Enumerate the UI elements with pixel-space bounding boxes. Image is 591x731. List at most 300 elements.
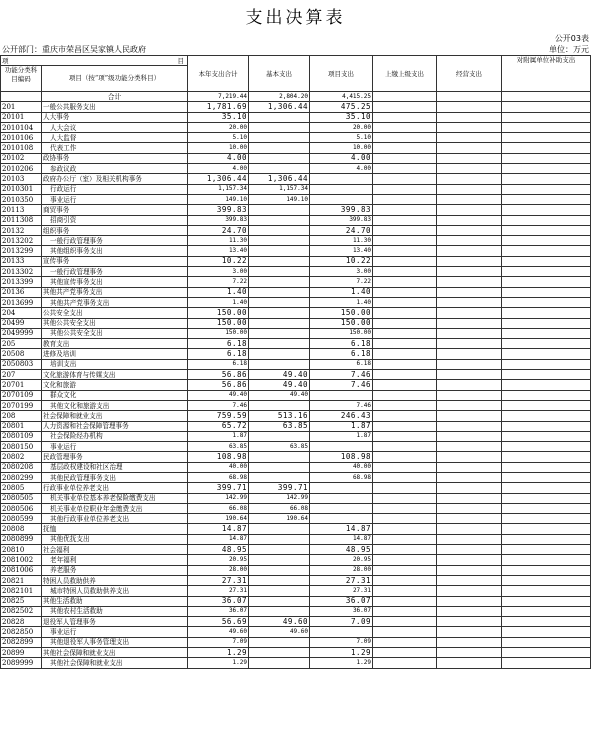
row-code: 2081006 [1, 565, 42, 575]
table-row [1, 534, 591, 544]
row-upper [373, 236, 437, 246]
row-total: 28.00 [188, 565, 249, 575]
row-upper [373, 411, 437, 421]
table-row [1, 174, 591, 184]
row-code: 20828 [1, 617, 42, 627]
row-basic [249, 256, 310, 266]
row-name: 一般行政管理事务 [42, 236, 188, 246]
row-subsidy [502, 328, 591, 338]
row-subsidy [502, 256, 591, 266]
row-code: 208 [1, 411, 42, 421]
row-upper [373, 122, 437, 132]
table-row [1, 143, 591, 153]
row-code: 20805 [1, 483, 42, 493]
row-business [437, 472, 502, 482]
department-label: 公开部门：重庆市荣昌区吴家镇人民政府 [2, 45, 146, 54]
table-row [1, 287, 591, 297]
row-upper [373, 328, 437, 338]
row-business [437, 534, 502, 544]
row-project: 14.87 [310, 524, 373, 534]
row-code: 2010108 [1, 143, 42, 153]
table-row [1, 297, 591, 307]
row-code: 2050803 [1, 359, 42, 369]
row-basic [249, 153, 310, 163]
table-row [1, 493, 591, 503]
row-code: 20102 [1, 153, 42, 163]
header-subsidy: 对附属单位补助支出 [502, 56, 591, 92]
row-project: 28.00 [310, 565, 373, 575]
row-upper [373, 153, 437, 163]
row-code: 2010106 [1, 133, 42, 143]
row-basic: 49.60 [249, 617, 310, 627]
row-name: 其他共产党事务支出 [42, 287, 188, 297]
row-total: 150.00 [188, 318, 249, 328]
row-total: 65.72 [188, 421, 249, 431]
row-business [437, 606, 502, 616]
header-item-right: 目 [177, 56, 184, 65]
row-basic: 1,306.44 [249, 174, 310, 184]
table-row [1, 483, 591, 493]
row-business [437, 442, 502, 452]
row-name: 宣传事务 [42, 256, 188, 266]
row-name: 社会保险经办机构 [42, 431, 188, 441]
row-project: 11.30 [310, 236, 373, 246]
row-name: 其他行政事业单位养老支出 [42, 514, 188, 524]
row-subsidy [502, 153, 591, 163]
row-name: 事业运行 [42, 194, 188, 204]
row-business [437, 637, 502, 647]
row-basic: 49.40 [249, 370, 310, 380]
row-project [310, 184, 373, 194]
row-project [310, 390, 373, 400]
row-project: 7.46 [310, 370, 373, 380]
row-code: 2010104 [1, 122, 42, 132]
table-row [1, 370, 591, 380]
row-code: 2080505 [1, 493, 42, 503]
row-upper [373, 349, 437, 359]
row-name: 参政议政 [42, 164, 188, 174]
row-project: 3.00 [310, 267, 373, 277]
row-code: 2010350 [1, 194, 42, 204]
row-basic [249, 545, 310, 555]
row-subsidy [502, 359, 591, 369]
row-project [310, 493, 373, 503]
table-row [1, 267, 591, 277]
row-basic: 49.40 [249, 390, 310, 400]
row-project: 150.00 [310, 318, 373, 328]
row-name: 其他社会保障和就业支出 [42, 648, 188, 658]
row-project: 14.87 [310, 534, 373, 544]
row-name: 政府办公厅（室）及相关机构事务 [42, 174, 188, 184]
row-business [437, 390, 502, 400]
table-code: 公开03表 [554, 34, 589, 43]
header-total: 本年支出合计 [188, 56, 249, 92]
row-project: 36.07 [310, 596, 373, 606]
header-item-left: 项 [2, 56, 9, 65]
row-code: 2082899 [1, 637, 42, 647]
row-basic [249, 215, 310, 225]
row-name: 文化旅游体育与传媒支出 [42, 370, 188, 380]
row-name: 其他组织事务支出 [42, 246, 188, 256]
row-project: 108.98 [310, 452, 373, 462]
row-business [437, 246, 502, 256]
row-code: 2011308 [1, 215, 42, 225]
row-upper [373, 617, 437, 627]
row-name: 代表工作 [42, 143, 188, 153]
row-name: 行政运行 [42, 184, 188, 194]
row-subsidy [502, 462, 591, 472]
row-subsidy [502, 339, 591, 349]
row-basic: 399.71 [249, 483, 310, 493]
row-project: 1.87 [310, 421, 373, 431]
row-project [310, 503, 373, 513]
table-row [1, 205, 591, 215]
table-row [1, 503, 591, 513]
table-row [1, 617, 591, 627]
row-subsidy [502, 596, 591, 606]
row-total: 14.87 [188, 534, 249, 544]
row-subsidy [502, 380, 591, 390]
row-project: 27.31 [310, 586, 373, 596]
row-code: 2082502 [1, 606, 42, 616]
row-total: 49.60 [188, 627, 249, 637]
row-subsidy [502, 586, 591, 596]
table-row [1, 92, 591, 102]
row-total: 49.40 [188, 390, 249, 400]
row-upper [373, 143, 437, 153]
row-subsidy [502, 164, 591, 174]
row-name: 机关事业单位职业年金缴费支出 [42, 503, 188, 513]
table-row [1, 442, 591, 452]
row-project: 1.87 [310, 431, 373, 441]
row-business [437, 575, 502, 585]
row-subsidy [502, 133, 591, 143]
row-upper [373, 431, 437, 441]
table-row [1, 421, 591, 431]
table-row [1, 431, 591, 441]
row-project: 1.40 [310, 287, 373, 297]
table-row [1, 596, 591, 606]
table-row [1, 112, 591, 122]
row-name: 其他优抚支出 [42, 534, 188, 544]
row-code: 2080599 [1, 514, 42, 524]
row-code: 2013299 [1, 246, 42, 256]
table-row [1, 308, 591, 318]
row-upper [373, 524, 437, 534]
row-total: 20.95 [188, 555, 249, 565]
row-subsidy [502, 370, 591, 380]
row-subsidy [502, 184, 591, 194]
row-code: 2080208 [1, 462, 42, 472]
row-name: 进修及培训 [42, 349, 188, 359]
row-name: 招商引资 [42, 215, 188, 225]
table-row [1, 637, 591, 647]
table-row [1, 658, 591, 668]
row-business [437, 297, 502, 307]
row-basic [249, 133, 310, 143]
row-code: 2049999 [1, 328, 42, 338]
row-project: 6.18 [310, 349, 373, 359]
unit-label: 单位：万元 [549, 45, 589, 54]
row-total: 399.71 [188, 483, 249, 493]
row-subsidy [502, 122, 591, 132]
row-upper [373, 658, 437, 668]
row-upper [373, 627, 437, 637]
table-row [1, 349, 591, 359]
row-business [437, 328, 502, 338]
row-total: 6.18 [188, 359, 249, 369]
row-name: 其他公共安全支出 [42, 328, 188, 338]
row-code: 201 [1, 102, 42, 112]
row-name: 人大事务 [42, 112, 188, 122]
row-business [437, 545, 502, 555]
row-project: 6.18 [310, 339, 373, 349]
row-code: 2080299 [1, 472, 42, 482]
row-upper [373, 359, 437, 369]
row-upper [373, 586, 437, 596]
row-business [437, 370, 502, 380]
row-upper [373, 370, 437, 380]
row-subsidy [502, 658, 591, 668]
row-business [437, 102, 502, 112]
row-subsidy [502, 174, 591, 184]
row-total: 20.00 [188, 122, 249, 132]
row-name: 人力资源和社会保障管理事务 [42, 421, 188, 431]
row-upper [373, 287, 437, 297]
row-code: 20801 [1, 421, 42, 431]
row-business [437, 92, 502, 102]
row-subsidy [502, 390, 591, 400]
row-total: 56.69 [188, 617, 249, 627]
row-name: 抚恤 [42, 524, 188, 534]
row-project: 7.46 [310, 400, 373, 410]
row-business [437, 452, 502, 462]
row-basic [249, 122, 310, 132]
row-upper [373, 637, 437, 647]
row-upper [373, 133, 437, 143]
row-basic [249, 658, 310, 668]
row-project [310, 514, 373, 524]
row-subsidy [502, 442, 591, 452]
row-total: 48.95 [188, 545, 249, 555]
row-upper [373, 194, 437, 204]
row-basic [249, 565, 310, 575]
row-upper [373, 339, 437, 349]
row-name: 特困人员救助供养 [42, 575, 188, 585]
row-project: 7.46 [310, 380, 373, 390]
row-upper [373, 174, 437, 184]
row-upper [373, 575, 437, 585]
row-total: 68.98 [188, 472, 249, 482]
row-business [437, 194, 502, 204]
row-business [437, 184, 502, 194]
row-subsidy [502, 246, 591, 256]
row-code: 2080506 [1, 503, 42, 513]
row-upper [373, 380, 437, 390]
row-upper [373, 452, 437, 462]
row-project: 4.00 [310, 164, 373, 174]
row-total: 1,781.69 [188, 102, 249, 112]
row-total: 35.10 [188, 112, 249, 122]
row-business [437, 658, 502, 668]
row-total: 7,219.44 [188, 92, 249, 102]
row-business [437, 308, 502, 318]
row-total: 40.00 [188, 462, 249, 472]
row-name: 其他共产党事务支出 [42, 297, 188, 307]
table-row [1, 153, 591, 163]
row-subsidy [502, 287, 591, 297]
row-subsidy [502, 143, 591, 153]
row-project: 4,415.25 [310, 92, 373, 102]
row-upper [373, 164, 437, 174]
row-code: 20821 [1, 575, 42, 585]
row-basic [249, 297, 310, 307]
row-subsidy [502, 102, 591, 112]
row-name: 其他宣传事务支出 [42, 277, 188, 287]
table-row [1, 256, 591, 266]
row-basic: 190.64 [249, 514, 310, 524]
row-subsidy [502, 648, 591, 658]
table-row [1, 411, 591, 421]
row-project: 7.09 [310, 617, 373, 627]
row-subsidy [502, 452, 591, 462]
table-row [1, 164, 591, 174]
table-row [1, 359, 591, 369]
row-basic [249, 596, 310, 606]
row-code: 2080109 [1, 431, 42, 441]
row-name: 其他农村生活救助 [42, 606, 188, 616]
row-upper [373, 184, 437, 194]
row-total: 14.87 [188, 524, 249, 534]
row-total: 759.59 [188, 411, 249, 421]
row-code: 20825 [1, 596, 42, 606]
row-upper [373, 442, 437, 452]
table-row [1, 586, 591, 596]
row-total: 399.83 [188, 215, 249, 225]
row-business [437, 648, 502, 658]
table-row [1, 194, 591, 204]
table-row [1, 606, 591, 616]
row-basic [249, 462, 310, 472]
row-code: 20103 [1, 174, 42, 184]
row-business [437, 267, 502, 277]
row-upper [373, 514, 437, 524]
row-upper [373, 390, 437, 400]
row-subsidy [502, 637, 591, 647]
row-subsidy [502, 617, 591, 627]
row-business [437, 174, 502, 184]
row-total: 1.87 [188, 431, 249, 441]
row-basic [249, 586, 310, 596]
row-upper [373, 648, 437, 658]
row-total: 3.00 [188, 267, 249, 277]
row-project: 1.29 [310, 658, 373, 668]
row-basic: 142.99 [249, 493, 310, 503]
table-row [1, 102, 591, 112]
row-code: 20101 [1, 112, 42, 122]
row-code: 20899 [1, 648, 42, 658]
row-code: 2013699 [1, 297, 42, 307]
row-basic: 63.85 [249, 442, 310, 452]
row-total: 150.00 [188, 328, 249, 338]
row-business [437, 503, 502, 513]
row-total: 4.00 [188, 153, 249, 163]
row-subsidy [502, 483, 591, 493]
row-business [437, 627, 502, 637]
row-upper [373, 112, 437, 122]
row-basic: 513.16 [249, 411, 310, 421]
row-business [437, 287, 502, 297]
row-total: 149.10 [188, 194, 249, 204]
row-business [437, 493, 502, 503]
row-code: 2080899 [1, 534, 42, 544]
row-total: 10.00 [188, 143, 249, 153]
row-name: 其他生活救助 [42, 596, 188, 606]
expenditure-table [0, 55, 591, 669]
row-name: 组织事务 [42, 225, 188, 235]
row-project: 68.98 [310, 472, 373, 482]
row-code: 204 [1, 308, 42, 318]
row-business [437, 359, 502, 369]
row-subsidy [502, 215, 591, 225]
row-business [437, 164, 502, 174]
row-project: 4.00 [310, 153, 373, 163]
row-code: 20701 [1, 380, 42, 390]
row-basic [249, 452, 310, 462]
row-business [437, 565, 502, 575]
row-subsidy [502, 297, 591, 307]
row-subsidy [502, 606, 591, 616]
row-name: 事业运行 [42, 442, 188, 452]
row-code: 20133 [1, 256, 42, 266]
row-upper [373, 246, 437, 256]
row-name: 机关事业单位基本养老保险缴费支出 [42, 493, 188, 503]
row-basic [249, 267, 310, 277]
row-upper [373, 318, 437, 328]
row-name: 公共安全支出 [42, 308, 188, 318]
row-total: 27.31 [188, 575, 249, 585]
row-upper [373, 225, 437, 235]
row-total: 1,157.34 [188, 184, 249, 194]
row-project: 399.83 [310, 215, 373, 225]
row-subsidy [502, 431, 591, 441]
row-upper [373, 606, 437, 616]
row-project [310, 483, 373, 493]
row-code: 2070109 [1, 390, 42, 400]
row-project: 246.43 [310, 411, 373, 421]
page-title: 支出决算表 [245, 8, 346, 28]
row-code: 2089999 [1, 658, 42, 668]
row-project [310, 442, 373, 452]
row-name: 群众文化 [42, 390, 188, 400]
row-business [437, 339, 502, 349]
row-basic [249, 349, 310, 359]
row-upper [373, 256, 437, 266]
row-project: 150.00 [310, 328, 373, 338]
row-business [437, 524, 502, 534]
row-basic: 66.08 [249, 503, 310, 513]
row-project: 1.40 [310, 297, 373, 307]
row-business [437, 318, 502, 328]
row-business [437, 514, 502, 524]
table-row [1, 380, 591, 390]
row-project: 7.22 [310, 277, 373, 287]
row-total: 4.00 [188, 164, 249, 174]
row-total: 24.70 [188, 225, 249, 235]
row-project: 35.10 [310, 112, 373, 122]
table-row [1, 215, 591, 225]
row-code: 20802 [1, 452, 42, 462]
